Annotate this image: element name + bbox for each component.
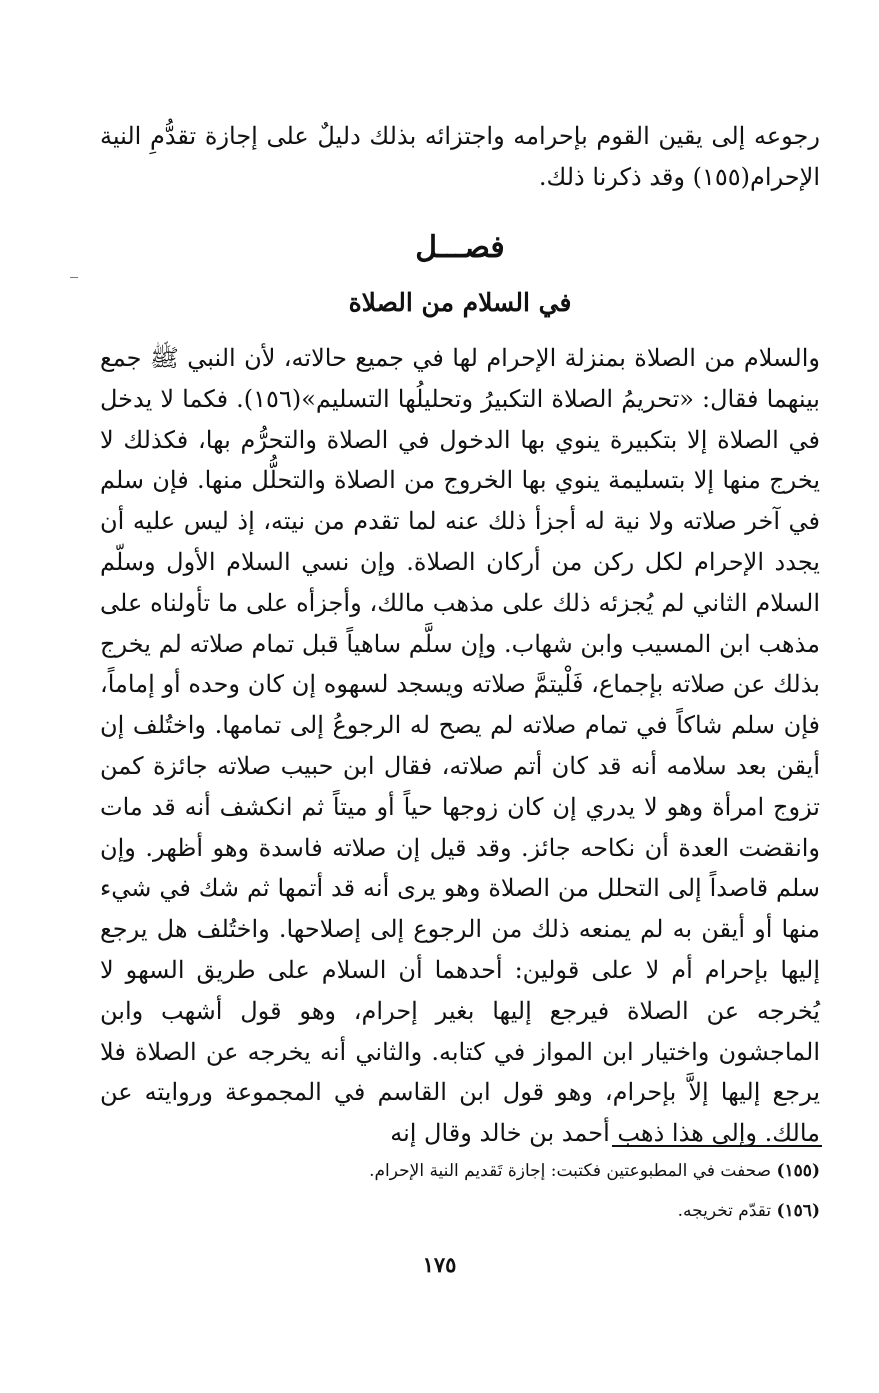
section-subtitle: في السلام من الصلاة <box>348 288 572 317</box>
intro-text: رجوعه إلى يقين القوم بإحرامه واجتزائه بذلك دليلٌ على إجازة تقدُّمِ النية الإحرام(١٥٥) وقد ذكرنا ذلك. <box>100 122 820 191</box>
footnote-text: صحفت في المطبوعتين فكتبت: إجازة تَقديم النية الإحرام. <box>369 1161 772 1181</box>
page-number: ١٧٥ <box>422 1252 457 1277</box>
footnote-divider <box>612 1145 822 1147</box>
footnote-number: (١٥٥) <box>776 1161 820 1181</box>
footnote-number: (١٥٦) <box>776 1201 820 1221</box>
body-text: والسلام من الصلاة بمنزلة الإحرام لها في جميع حالاته، لأن النبي ﷺ جمع بينهما فقال: «تحريمُ الصلاة التكبيرُ وتحليلُها التسليم»(١٥٦). فكما لا يدخل في الصلاة إلا بتكبيرة ينوي بها الدخول في الصلاة والتحرُّم بها، فكذلك لا يخرج منها إلا بتسليمة ينوي بها الخروج من الصلاة والتحلُّل منها. فإن سلم في آخر صلاته ولا نية له أجزأ ذلك عنه لما تقدم من نيته، إذ ليس عليه أن يجدد الإحرام لكل ركن من أركان الصلاة. وإن نسي السلام الأول وسلّم السلام الثاني لم يُجزئه ذلك على مذهب مالك، وأجزأه على ما تأولناه على مذهب ابن المسيب وابن شهاب. وإن سلَّم ساهياً قبل تمام صلاته لم يخرج بذلك عن صلاته بإجماع، فَلْيتمَّ صلاته ويسجد لسهوه إن كان وحده أو إماماً، فإن سلم شاكاً في تمام صلاته لم يصح له الرجوعُ إلى تمامها. واختُلف إن أيقن بعد سلامه أنه قد كان أتم صلاته، فقال ابن حبيب صلاته جائزة كمن تزوج امرأة وهو لا يدري إن كان زوجها حياً أو ميتاً ثم انكشف أنه قد مات وانقضت العدة أن نكاحه جائز. وقد قيل إن صلاته فاسدة وهو أظهر. وإن سلم قاصداً إلى التحلل من الصلاة وهو يرى أنه قد أتمها ثم شك في شيء منها أو أيقن به لم يمنعه ذلك من الرجوع إلى إصلاحها. واختُلف هل يرجع إليها بإحرام أم لا على قولين: أحدهما أن السلام على طريق السهو لا يُخرجه عن الصلاة فيرجع إليها بغير إحرام، وهو قول أشهب وابن الماجشون واختيار ابن المواز في كتابه. والثاني أنه يخرجه عن الصلاة فلا يرجع إليها إلاَّ بإحرام، وهو قول ابن القاسم في المجموعة وروايته عن مالك. وإلى هذا ذهب أحمد بن خالد وقال إنه <box>100 344 821 1148</box>
footnote-text: تقدّم تخريجه. <box>677 1201 772 1221</box>
section-title: فصـــل <box>415 230 505 265</box>
footnote-156 <box>100 1198 820 1224</box>
intro-paragraph <box>100 116 820 198</box>
margin-mark <box>70 277 78 278</box>
body-paragraph <box>100 338 820 1154</box>
footnote-155 <box>100 1158 820 1184</box>
